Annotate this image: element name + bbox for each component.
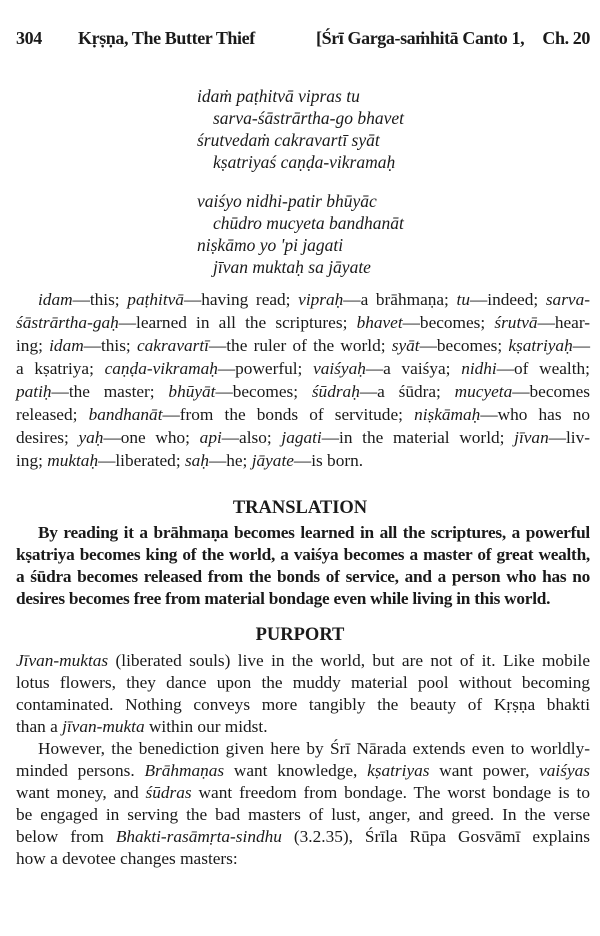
text-line: [16, 522, 590, 544]
verse-line: sarva-śāstrārtha-go bhavet: [213, 108, 405, 128]
text-run: —from the bonds of servitude;: [162, 405, 415, 424]
purport-paragraphs: [16, 650, 590, 870]
text-run: —is born.: [293, 451, 364, 470]
italic-term: paṭhitvā: [127, 290, 184, 309]
italic-term: Bhakti-rasāmṛta-sindhu: [115, 827, 282, 846]
text-run: want freedom from bondage. The worst bondage is to: [191, 783, 590, 802]
text-run: kṣatriya becomes king of the world, a vaiśya becomes a master of great wealth,: [16, 545, 590, 564]
text-run: —a vaiśya;: [365, 359, 462, 378]
text-run: (3.2.35), Śrīla Rūpa Gosvāmī explains: [281, 827, 590, 846]
text-run: However, the benediction given here by Śrī Nārada extends even to worldly-: [38, 739, 590, 758]
synonyms-paragraph: [16, 288, 590, 472]
verse-stanza-2: [197, 190, 404, 278]
text-run: desires becomes free from material bondage even while living in this world.: [16, 589, 551, 608]
text-run: how a devotee changes masters:: [16, 849, 238, 868]
text-line: [16, 544, 590, 566]
text-line: [16, 380, 590, 403]
text-run: —one who;: [103, 428, 200, 447]
text-line: [16, 694, 590, 716]
text-run: released;: [16, 405, 89, 424]
italic-term: śūdras: [145, 783, 192, 802]
running-header: [16, 28, 590, 50]
text-run: —who has no: [480, 405, 590, 424]
text-run: —a brāhmaṇa;: [343, 290, 457, 309]
text-line: [16, 449, 590, 472]
text-line: [16, 804, 590, 826]
italic-term: jāyate: [251, 451, 294, 470]
italic-term: sarva-: [545, 290, 590, 309]
italic-term: bhavet: [356, 313, 403, 332]
text-line: [16, 738, 590, 760]
italic-term: tu: [456, 290, 470, 309]
text-run: —learned in all the scriptures;: [118, 313, 357, 332]
text-line: [16, 288, 590, 311]
text-run: want power,: [429, 761, 540, 780]
text-line: [16, 588, 590, 610]
text-run: within our midst.: [144, 717, 268, 736]
text-run: be engaged in serving the bad masters of lust, anger, and greed. In the verse: [16, 805, 590, 824]
text-line: [16, 334, 590, 357]
verse-line: śrutvedaṁ cakravartī syāt: [197, 130, 380, 150]
italic-term: idam: [49, 336, 84, 355]
text-run: want money, and: [16, 783, 146, 802]
italic-term: api: [199, 428, 222, 447]
italic-term: idam: [38, 290, 73, 309]
translation-paragraph: [16, 522, 590, 610]
text-run: —of wealth;: [496, 359, 590, 378]
text-run: contaminated. Nothing conveys more tangibly the beauty of Kṛṣṇa bhakti: [16, 695, 590, 714]
text-line: [16, 650, 590, 672]
text-line: [16, 782, 590, 804]
italic-term: jīvan: [514, 428, 549, 447]
text-run: —indeed;: [469, 290, 546, 309]
text-run: want knowledge,: [224, 761, 368, 780]
text-run: —the master;: [51, 382, 169, 401]
italic-term: mucyeta: [454, 382, 513, 401]
italic-term: vaiśyas: [539, 761, 590, 780]
text-run: (liberated souls) live in the world, but are not of it. Like mobile: [108, 651, 590, 670]
italic-term: jagati: [281, 428, 322, 447]
text-run: —becomes;: [419, 336, 509, 355]
text-line: [16, 426, 590, 449]
text-run: ing;: [16, 336, 50, 355]
italic-term: śāstrārtha-gaḥ: [16, 313, 119, 332]
text-line: [16, 716, 590, 738]
italic-term: bhūyāt: [168, 382, 216, 401]
text-run: —: [572, 336, 590, 355]
text-run: below from: [16, 827, 116, 846]
text-run: ing;: [16, 451, 48, 470]
text-run: —liv-: [548, 428, 590, 447]
text-line: [16, 848, 590, 870]
text-run: —becomes: [512, 382, 590, 401]
text-run: —hear-: [537, 313, 590, 332]
text-run: —having read;: [183, 290, 299, 309]
italic-term: vipraḥ: [298, 290, 344, 309]
italic-term: śūdraḥ: [311, 382, 360, 401]
italic-term: niṣkāmaḥ: [414, 405, 481, 424]
text-line: [16, 311, 590, 334]
text-line: [16, 566, 590, 588]
italic-term: śrutvā: [494, 313, 538, 332]
text-run: —he;: [208, 451, 252, 470]
verse-line: jīvan muktaḥ sa jāyate: [213, 257, 371, 277]
italic-term: bandhanāt: [88, 405, 163, 424]
italic-term: kṣatriyaḥ: [508, 336, 573, 355]
section-title: [Śrī Garga-saṁhitā Canto 1,: [316, 28, 525, 48]
italic-term: patiḥ: [16, 382, 52, 401]
text-run: —becomes;: [402, 313, 495, 332]
text-run: —also;: [221, 428, 282, 447]
verse-line: vaiśyo nidhi-patir bhūyāc: [197, 191, 377, 211]
text-run: By reading it a brāhmaṇa becomes learned in all the scriptures, a powerful: [38, 523, 590, 542]
italic-term: syāt: [391, 336, 420, 355]
translation-heading: TRANSLATION: [232, 498, 368, 518]
book-title: Kṛṣṇa, The Butter Thief: [78, 28, 255, 48]
text-run: —this;: [72, 290, 128, 309]
purport-heading: PURPORT: [255, 625, 345, 645]
verse-line: niṣkāmo yo 'pi jagati: [197, 235, 344, 255]
verse-line: idaṁ paṭhitvā vipras tu: [197, 86, 360, 106]
text-run: —in the material world;: [321, 428, 515, 447]
verse-line: chūdro mucyeta bandhanāt: [213, 213, 404, 233]
text-line: [16, 760, 590, 782]
text-run: —powerful;: [217, 359, 314, 378]
verse-stanza-1: [197, 85, 404, 173]
text-run: a śūdra becomes released from the bonds of service, and a person who has no: [16, 567, 590, 586]
italic-term: caṇḍa-vikramaḥ: [104, 359, 218, 378]
italic-term: Jīvan-muktas: [16, 651, 109, 670]
text-run: —the ruler of the world;: [208, 336, 392, 355]
text-line: [16, 357, 590, 380]
text-run: —this;: [83, 336, 137, 355]
italic-term: Brāhmaṇas: [144, 761, 225, 780]
italic-term: nidhi: [461, 359, 497, 378]
text-line: [16, 826, 590, 848]
italic-term: kṣatriyas: [367, 761, 430, 780]
italic-term: muktaḥ: [47, 451, 99, 470]
text-run: than a: [16, 717, 63, 736]
text-run: —a śūdra;: [359, 382, 455, 401]
text-run: —liberated;: [98, 451, 185, 470]
italic-term: saḥ: [184, 451, 209, 470]
page-number: 304: [16, 28, 42, 48]
verse-line: kṣatriyaś caṇḍa-vikramaḥ: [213, 152, 396, 172]
italic-term: yaḥ: [78, 428, 104, 447]
text-line: [16, 403, 590, 426]
italic-term: cakravartī: [136, 336, 209, 355]
text-run: —becomes;: [215, 382, 312, 401]
text-run: minded persons.: [16, 761, 145, 780]
text-run: lotus flowers, they dance upon the muddy material pool without becoming: [16, 673, 590, 692]
text-run: a kṣatriya;: [16, 359, 105, 378]
italic-term: jīvan-mukta: [62, 717, 145, 736]
italic-term: vaiśyaḥ: [313, 359, 366, 378]
text-run: desires;: [16, 428, 79, 447]
chapter-label: Ch. 20: [542, 28, 590, 48]
text-line: [16, 672, 590, 694]
